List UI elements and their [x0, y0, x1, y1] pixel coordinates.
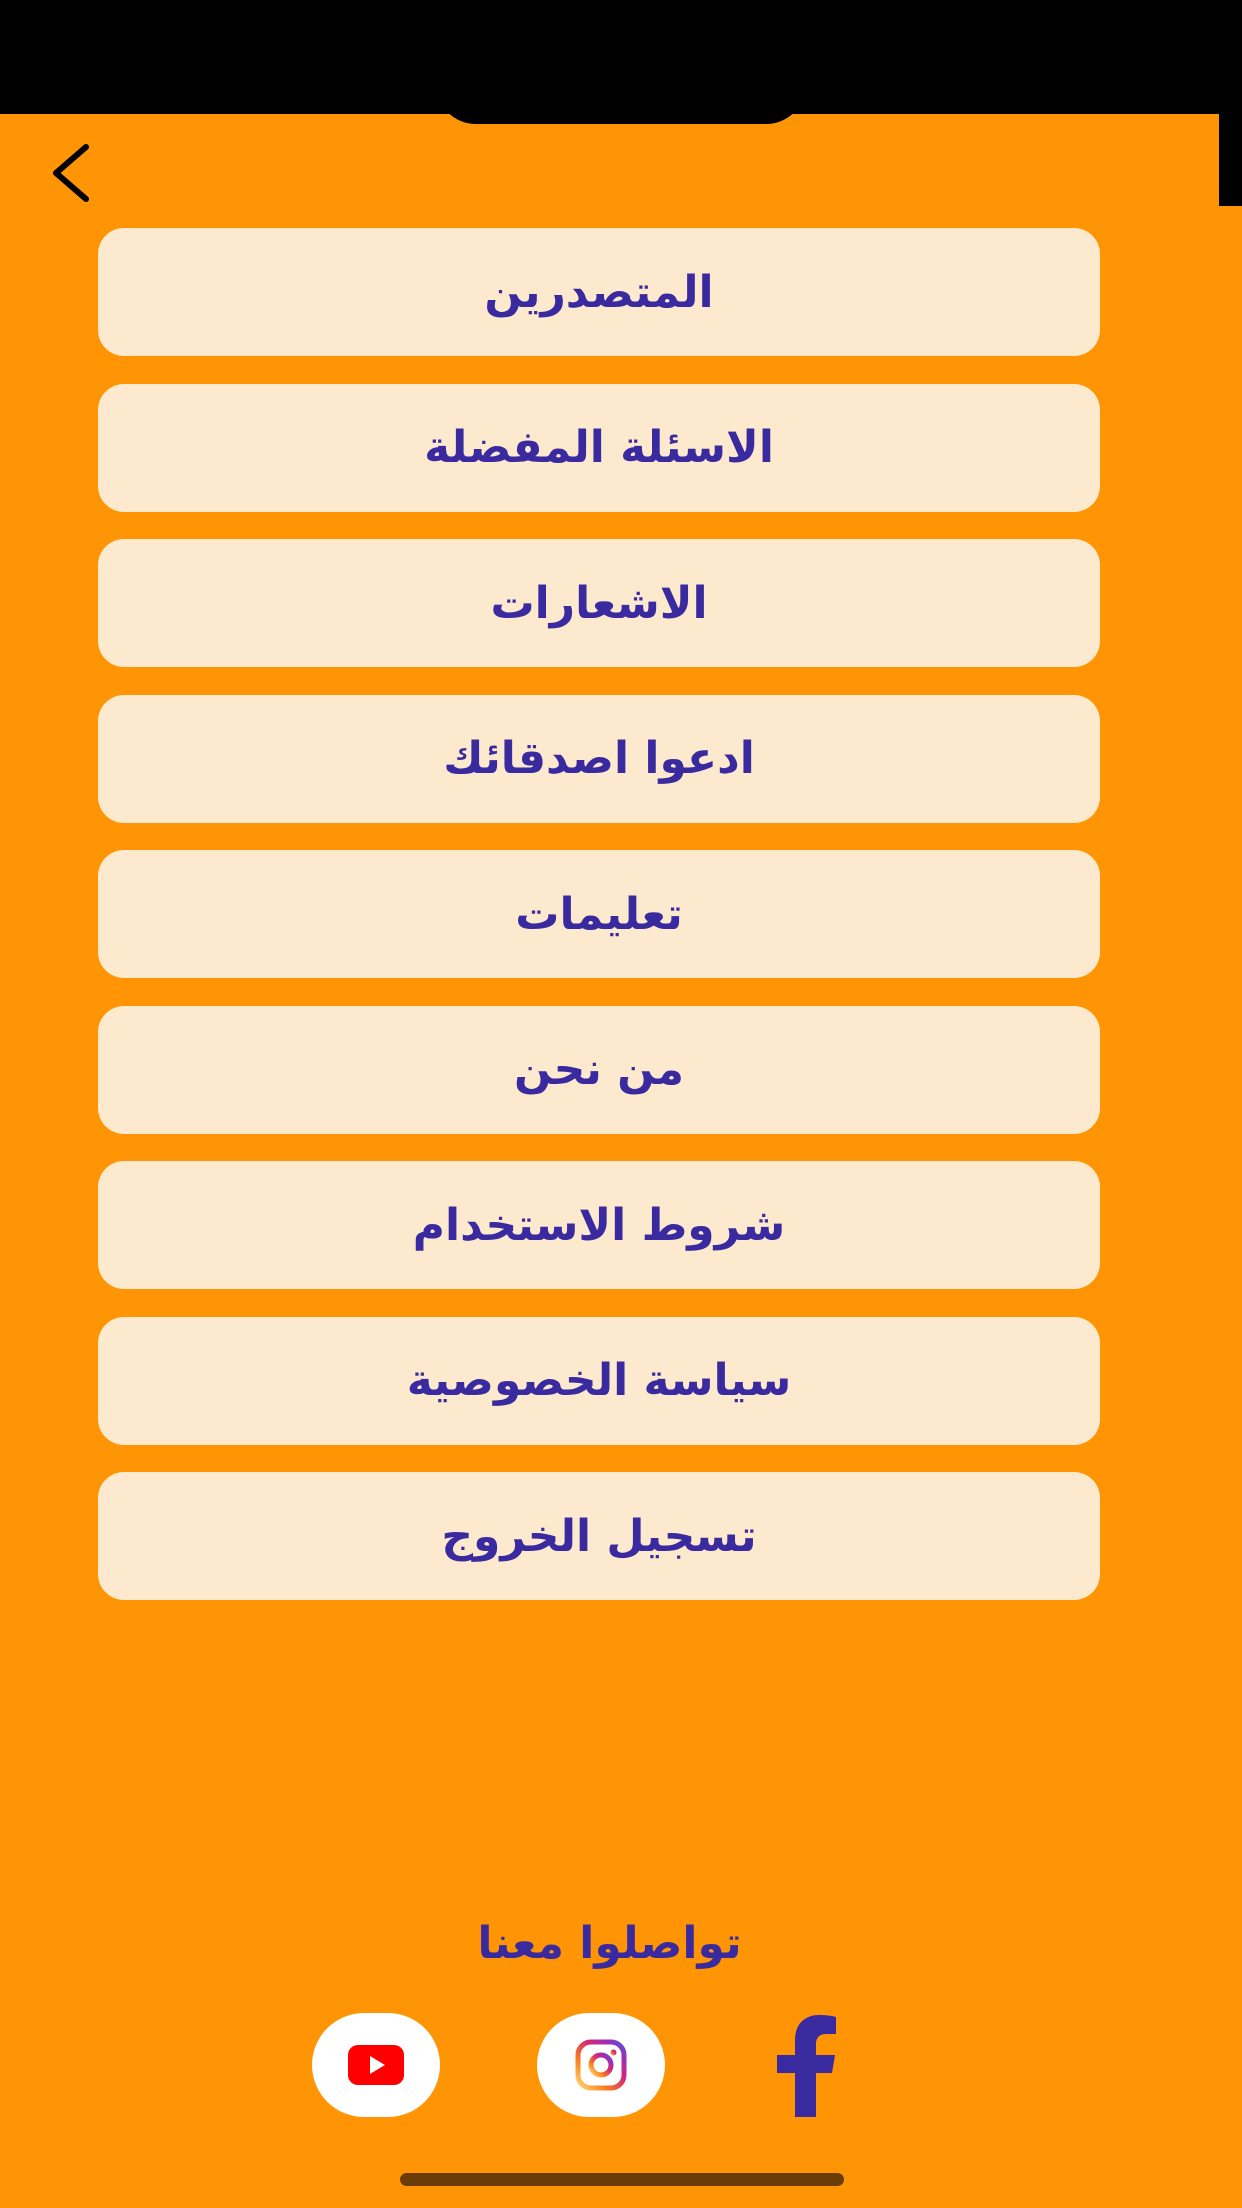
facebook-button[interactable] [760, 2013, 850, 2117]
menu-item-privacy-policy[interactable]: سياسة الخصوصية [98, 1317, 1100, 1445]
device-notch [436, 60, 806, 124]
youtube-button[interactable] [312, 2013, 440, 2117]
contact-us-title: تواصلوا معنا [477, 1918, 742, 1969]
facebook-icon [770, 2013, 840, 2117]
screen-edge [1219, 114, 1242, 206]
menu-item-terms-of-use[interactable]: شروط الاستخدام [98, 1161, 1100, 1289]
youtube-icon [348, 2045, 404, 2085]
menu-item-logout[interactable]: تسجيل الخروج [98, 1472, 1100, 1600]
menu-item-about-us[interactable]: من نحن [98, 1006, 1100, 1134]
menu-item-notifications[interactable]: الاشعارات [98, 539, 1100, 667]
instagram-icon [574, 2038, 628, 2092]
back-button[interactable] [40, 138, 100, 208]
instagram-button[interactable] [537, 2013, 665, 2117]
chevron-left-icon [48, 143, 92, 203]
menu-item-favorite-questions[interactable]: الاسئلة المفضلة [98, 384, 1100, 512]
menu-item-instructions[interactable]: تعليمات [98, 850, 1100, 978]
menu-list [98, 228, 1100, 1628]
home-indicator [400, 2173, 844, 2186]
menu-item-invite-friends[interactable]: ادعوا اصدقائك [98, 695, 1100, 823]
screen-edge-strip [1219, 206, 1242, 2208]
menu-item-leaderboard[interactable]: المتصدرين [98, 228, 1100, 356]
